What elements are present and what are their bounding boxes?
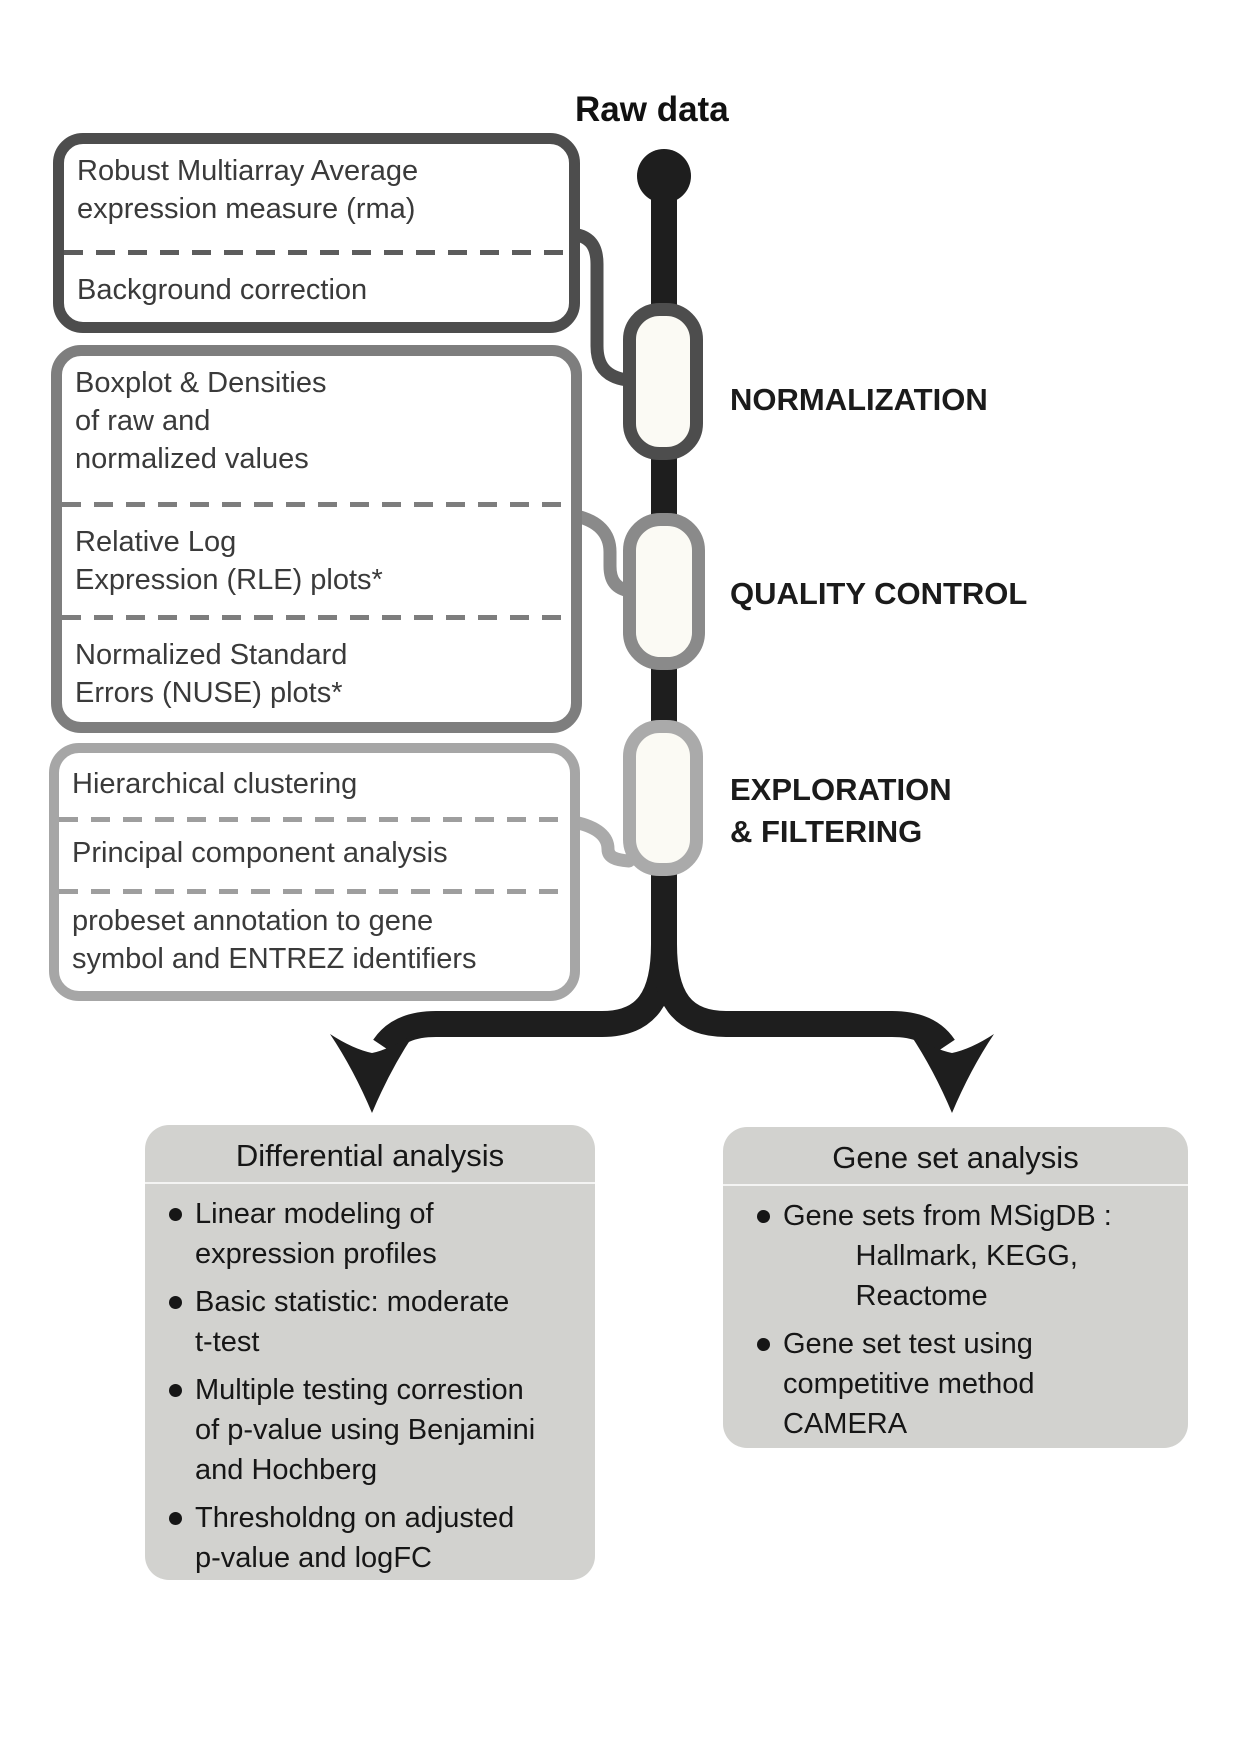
differential-analysis-box xyxy=(145,1125,595,1580)
pill-quality-control xyxy=(630,520,699,664)
title-divider xyxy=(723,1184,1188,1186)
list-item: Thresholdng on adjusted p-value and logFC xyxy=(195,1498,585,1578)
step-boxplot-densities: Boxplot & Densities of raw and normalized values xyxy=(75,367,327,475)
down-arrowhead-right-icon xyxy=(910,1034,994,1113)
connector-quality-control xyxy=(576,516,630,591)
raw-data-label: Raw data xyxy=(575,90,729,129)
stage-label-normalization: NORMALIZATION xyxy=(730,382,988,417)
normalization-steps-box xyxy=(53,133,580,333)
list-item: Gene set test using competitive method CAMERA xyxy=(783,1324,1182,1444)
quality-control-steps-box xyxy=(51,345,582,733)
down-arrowhead-left-icon xyxy=(330,1034,414,1113)
step-pca: Principal component analysis xyxy=(72,837,448,869)
step-probeset-annotation: probeset annotation to gene symbol and ENTREZ identifiers xyxy=(72,905,477,975)
gene-set-analysis-list xyxy=(723,1196,1188,1444)
stage-label-quality-control: QUALITY CONTROL xyxy=(730,576,1028,611)
stage-label-exploration-filtering: EXPLORATION & FILTERING xyxy=(730,772,952,849)
list-item: Basic statistic: moderate t-test xyxy=(195,1282,585,1362)
list-item: Gene sets from MSigDB : Hallmark, KEGG, Reactome xyxy=(783,1196,1182,1316)
step-rle-plots: Relative Log Expression (RLE) plots* xyxy=(75,526,383,596)
gene-set-analysis-title: Gene set analysis xyxy=(832,1140,1079,1175)
differential-analysis-list xyxy=(145,1194,595,1578)
gene-set-analysis-box xyxy=(723,1127,1188,1448)
branch-arm-right xyxy=(664,944,944,1047)
step-rma: Robust Multiarray Average expression measure (rma) xyxy=(77,155,419,225)
differential-analysis-title: Differential analysis xyxy=(235,1138,505,1173)
exploration-steps-box xyxy=(49,743,580,1001)
step-hierarchical-clustering: Hierarchical clustering xyxy=(72,768,358,800)
title-divider xyxy=(145,1182,595,1184)
connector-normalization xyxy=(572,234,627,380)
list-item: Multiple testing correstion of p-value using Benjamini and Hochberg xyxy=(195,1370,585,1490)
list-item: Linear modeling of expression profiles xyxy=(195,1194,585,1274)
pill-exploration xyxy=(630,727,697,870)
step-nuse-plots: Normalized Standard Errors (NUSE) plots* xyxy=(75,639,348,709)
flow-start-dot-icon xyxy=(637,149,691,203)
pill-normalization xyxy=(630,310,697,454)
step-background-correction: Background correction xyxy=(77,274,368,306)
connector-exploration xyxy=(574,822,629,861)
